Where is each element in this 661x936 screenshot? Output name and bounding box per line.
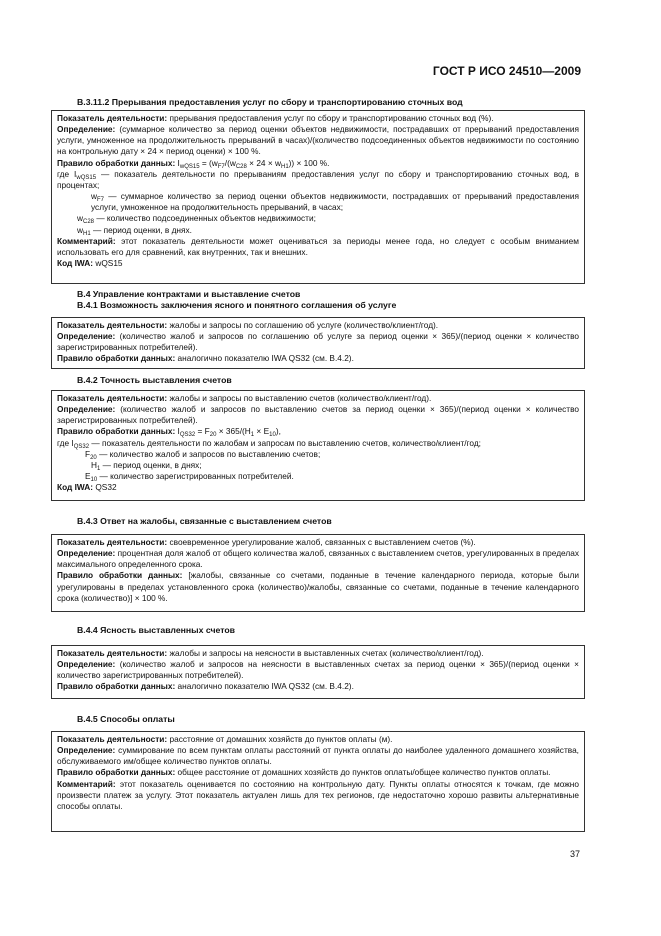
rule-text: аналогично показателю IWA QS32 (см. В.4.2).	[175, 681, 354, 692]
definition-row	[57, 548, 579, 570]
code-row	[57, 482, 579, 493]
indicator-box-qs32	[51, 390, 585, 501]
indicator-label: Показатель деятельности:	[57, 393, 168, 403]
code-label: Код IWA:	[57, 258, 94, 269]
code-row	[57, 258, 579, 269]
variable-row: $H_1$ — период оценки, в днях;	[91, 459, 202, 472]
rule-text: общее расстояние от домашних хозяйств до пунктов оплаты/общее количество пунктов оплаты.	[175, 767, 551, 778]
definition-label: Определение:	[57, 404, 116, 415]
where-row: где $I_{wQS15}$ — показатель деятельности по прерываниям предоставления услуг по сбору и транспортированию сточных вод, в процентах;	[57, 168, 579, 190]
definition-row	[57, 404, 579, 426]
rule-label: Правило обработки данных:	[57, 353, 176, 364]
comment-label: Комментарий:	[57, 235, 116, 246]
rule-row	[57, 353, 579, 364]
variable-row: $w_{C28}$ — количество подсоединенных объектов недвижимости;	[77, 213, 316, 226]
definition-text: (количество жалоб и запросов на неясности в выставленных счетах за период оценки × 365)/(период оценки × количество зарегистрированных потребителей).	[57, 659, 579, 681]
indicator-text: расстояние от домашних хозяйств до пунктов оплаты (м).	[167, 734, 393, 744]
indicator-box-b45	[51, 731, 585, 832]
section-heading-b45: B.4.5 Способы оплаты	[77, 714, 175, 724]
rule-row: Правило обработки данных: $I_{wQS15} = (w_{F7}/(w_{C28} \times 24 \times w_{H1})) \times 100$ %.	[57, 157, 330, 170]
definition-text: суммирование по всем пунктам оплаты расстояний от пункта оплаты до наиболее удаленного домашнего хозяйства, обслуживаемого им/общее количество пунктов оплаты.	[57, 745, 579, 767]
code-text: wQS15	[93, 258, 123, 269]
definition-label: Определение:	[57, 548, 116, 559]
definition-label: Определение:	[57, 659, 116, 670]
indicator-text: жалобы и запросы на неясности в выставленных счетах (количество/клиент/год).	[167, 648, 484, 658]
indicator-label: Показатель деятельности:	[57, 537, 168, 547]
indicator-box-b43	[51, 534, 585, 612]
document-code: ГОСТ Р ИСО 24510—2009	[432, 64, 581, 78]
indicator-text: прерывания предоставления услуг по сбору и транспортированию сточных вод (%).	[167, 113, 494, 123]
section-heading-b4: B.4 Управление контрактами и выставление счетов	[77, 289, 301, 299]
indicator-box-wqs15	[51, 110, 585, 284]
rule-label: Правило обработки данных:	[57, 767, 176, 778]
indicator-label: Показатель деятельности:	[57, 113, 168, 123]
where-row: где $I_{QS32}$ — показатель деятельности по жалобам и запросам по выставлению счетов, количество/клиент/год;	[57, 437, 481, 450]
definition-row	[57, 124, 579, 157]
definition-text: процентная доля жалоб от общего количества жалоб, связанных с выставлением счетов, урегулированных в пределах максимального определенного срока.	[57, 548, 579, 570]
rule-row: Правило обработки данных: $I_{QS32} = F_{20} \times 365/(H_1 \times E_{10})$,	[57, 426, 281, 439]
section-heading-b44: B.4.4 Ясность выставленных счетов	[77, 625, 235, 635]
indicator-text: своевременное урегулирование жалоб, связанных с выставлением счетов (%).	[167, 537, 476, 547]
indicator-row	[57, 113, 579, 124]
rule-text: [жалобы, связанные со счетами, поданные в течение календарного периода, которые были урегулированы в пределах установленного срока (количество)/жалобы, связанные со счетами, поданные в течение календарного срока (количество)] × 100 %.	[57, 570, 579, 603]
variable-row: $F_{20}$ — количество жалоб и запросов по выставлению счетов;	[85, 448, 321, 461]
indicator-label: Показатель деятельности:	[57, 648, 168, 658]
rule-label: Правило обработки данных:	[57, 157, 176, 168]
comment-text: этот показатель деятельности может оцениваться за периоды менее года, но следует с особым вниманием использовать его для сравнений, как внутренних, так и внешних.	[57, 235, 579, 257]
definition-text: (количество жалоб и запросов по выставлению счетов за период оценки × 365)/(период оценки × количество зарегистрированных потребителей).	[57, 404, 579, 426]
rule-row	[57, 681, 579, 692]
indicator-box-b44	[51, 645, 585, 699]
definition-label: Определение:	[57, 331, 116, 342]
rule-row	[57, 570, 579, 603]
indicator-row	[57, 320, 579, 331]
definition-row	[57, 745, 579, 767]
rule-label: Правило обработки данных:	[57, 681, 176, 692]
definition-row	[57, 659, 579, 681]
definition-text: (количество жалоб и запросов по соглашению об услуге за период оценки × 365)/(период оценки × количество зарегистрированных потребителей).	[57, 331, 579, 353]
indicator-row	[57, 393, 579, 404]
definition-label: Определение:	[57, 745, 116, 756]
rule-label: Правило обработки данных:	[57, 426, 176, 437]
rule-text: аналогично показателю IWA QS32 (см. В.4.2).	[175, 353, 354, 364]
section-heading-b42: B.4.2 Точность выставления счетов	[77, 375, 232, 385]
indicator-text: жалобы и запросы по соглашению об услуге (количество/клиент/год).	[167, 320, 439, 330]
variable-row: $E_{10}$ — количество зарегистрированных потребителей.	[85, 471, 294, 484]
definition-label: Определение:	[57, 124, 116, 135]
indicator-box-b41	[51, 317, 585, 369]
indicator-row	[57, 734, 579, 745]
section-heading-b41: B.4.1 Возможность заключения ясного и понятного соглашения об услуге	[77, 300, 397, 310]
definition-text: (суммарное количество за период оценки объектов недвижимости, пострадавших от прерываний предоставления услуги, умноженное на продолжительность прерываний в часах)/(количество подсоединенных объектов недвижимости по состоянию на контрольную дату × 24 × период оценки) × 100 %.	[57, 124, 579, 157]
comment-label: Комментарий:	[57, 778, 116, 789]
page-number: 37	[570, 849, 581, 859]
definition-row	[57, 331, 579, 353]
code-text: QS32	[93, 482, 117, 493]
indicator-row	[57, 648, 579, 659]
comment-text: этот показатель оценивается по состоянию на контрольную дату. Пункты оплаты относятся к точкам, где можно произвести платеж за услугу. Этот показатель актуален лишь для тех регионов, где недостаточно хорошо развиты альтернативные способы оплаты.	[57, 778, 579, 811]
comment-row	[57, 779, 579, 812]
indicator-text: жалобы и запросы по выставлению счетов (количество/клиент/год).	[167, 393, 432, 403]
code-label: Код IWA:	[57, 482, 94, 493]
rule-label: Правило обработки данных:	[57, 570, 183, 581]
variable-row: $w_{H1}$ — период оценки, в днях.	[77, 224, 192, 237]
rule-row	[57, 767, 579, 778]
indicator-row	[57, 537, 579, 548]
comment-row	[57, 236, 579, 258]
indicator-label: Показатель деятельности:	[57, 320, 168, 330]
variable-row: $w_{F7}$ — суммарное количество за период оценки объектов недвижимости, пострадавших от прерываний предоставления услуги, умноженное на продолжительность прерываний, в часах;	[91, 191, 579, 213]
section-heading-b3112: B.3.11.2 Прерывания предоставления услуг по сбору и транспортированию сточных вод	[77, 97, 463, 107]
indicator-label: Показатель деятельности:	[57, 734, 168, 744]
section-heading-b43: B.4.3 Ответ на жалобы, связанные с выставлением счетов	[77, 516, 332, 526]
